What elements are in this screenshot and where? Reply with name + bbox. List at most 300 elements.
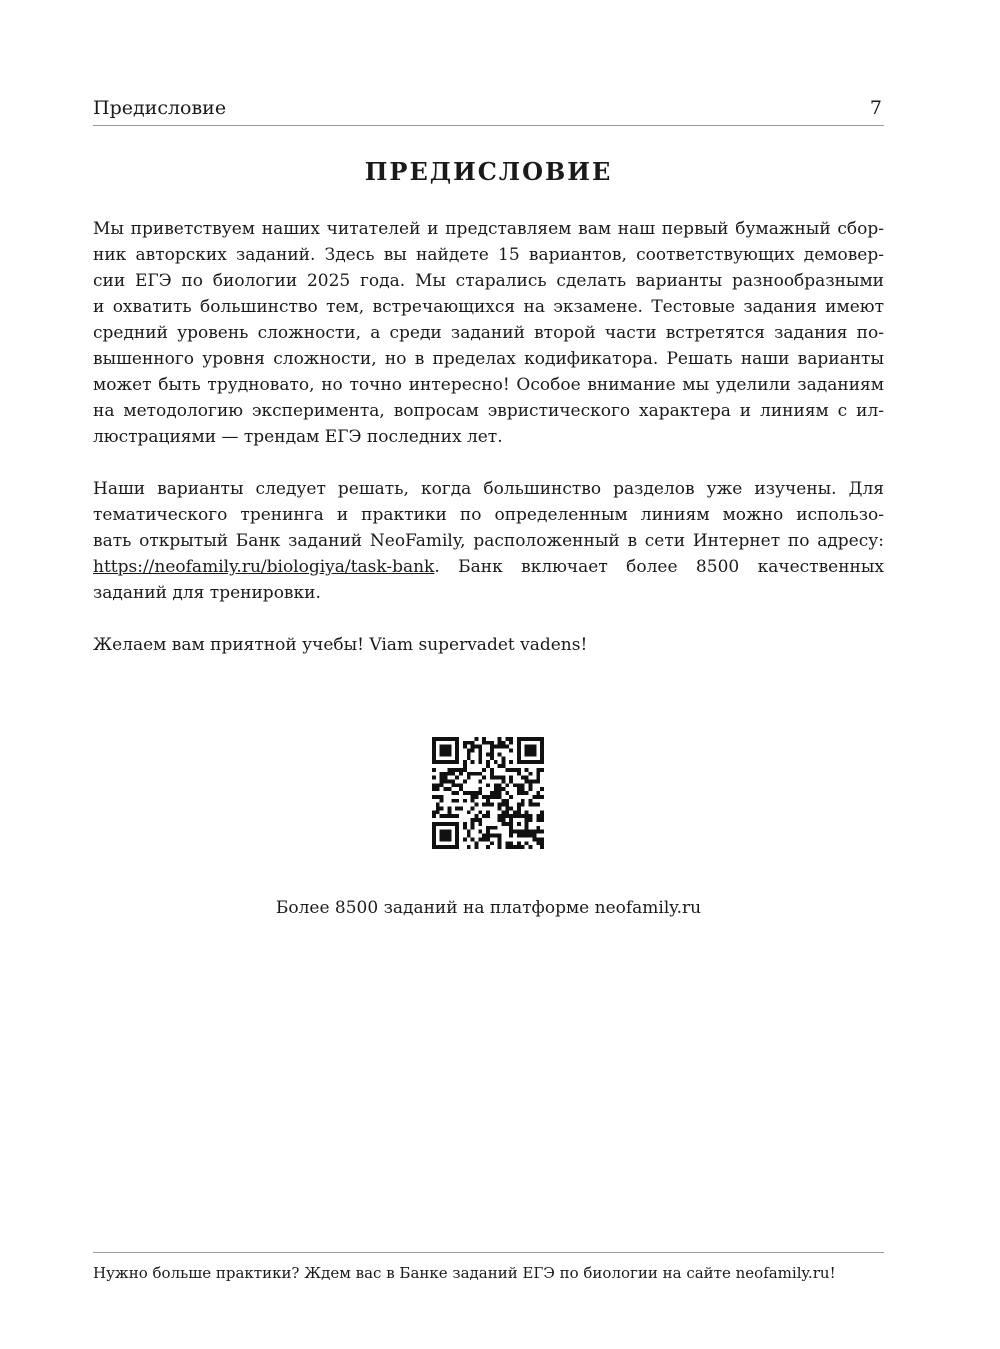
qr-module [459, 768, 463, 772]
qr-module [525, 768, 529, 772]
qr-module [525, 810, 529, 814]
qr-module [502, 756, 506, 760]
qr-module [474, 845, 478, 849]
qr-module [471, 837, 475, 841]
qr-module [532, 830, 536, 834]
qr-module [517, 760, 521, 764]
qr-module [447, 830, 451, 834]
qr-caption: Более 8500 заданий на платформе neofamily.ru [275, 898, 702, 918]
qr-module [436, 807, 440, 811]
paragraph-line: вышенного уровня сложности, но в пределах кодификатора. Решать наши варианты [93, 349, 884, 369]
qr-module [490, 772, 494, 776]
qr-module [478, 772, 482, 776]
qr-module [502, 818, 506, 822]
qr-module [455, 822, 459, 826]
qr-module [517, 822, 521, 826]
qr-module [509, 814, 513, 818]
qr-module [482, 795, 486, 799]
paragraph-line: люстрациями — трендам ЕГЭ последних лет. [93, 427, 503, 447]
qr-module [486, 799, 490, 803]
qr-module [490, 795, 494, 799]
qr-module [502, 799, 506, 803]
qr-module [494, 760, 498, 764]
paragraph-line: средний уровень сложности, а среди заданий второй части встретятся задания по- [93, 323, 884, 343]
qr-module [482, 776, 486, 780]
qr-module [474, 795, 478, 799]
qr-module [494, 826, 498, 830]
qr-module [444, 776, 448, 780]
qr-module [509, 737, 513, 741]
qr-module [529, 803, 533, 807]
qr-module [440, 745, 444, 749]
qr-module [474, 814, 478, 818]
qr-module [505, 822, 509, 826]
qr-module [436, 810, 440, 814]
qr-module [451, 799, 455, 803]
qr-module [459, 787, 463, 791]
qr-module [494, 787, 498, 791]
qr-module [432, 756, 436, 760]
qr-module [540, 768, 544, 772]
qr-module [486, 783, 490, 787]
paragraph-line: заданий для тренировки. [93, 583, 321, 603]
qr-module [521, 760, 525, 764]
qr-module [432, 826, 436, 830]
qr-module [517, 787, 521, 791]
qr-module [521, 737, 525, 741]
qr-module [463, 837, 467, 841]
qr-module [540, 737, 544, 741]
qr-module [540, 845, 544, 849]
qr-module [498, 745, 502, 749]
page-title: ПРЕДИСЛОВИЕ [364, 157, 613, 186]
qr-module [536, 826, 540, 830]
qr-module [505, 841, 509, 845]
qr-module [463, 826, 467, 830]
qr-module [440, 776, 444, 780]
qr-module [505, 768, 509, 772]
running-header-section: Предисловие [93, 97, 227, 119]
qr-module [455, 791, 459, 795]
qr-module [517, 834, 521, 838]
qr-module [455, 749, 459, 753]
qr-module [432, 752, 436, 756]
qr-module [490, 841, 494, 845]
qr-module [471, 749, 475, 753]
qr-module [509, 841, 513, 845]
qr-module [494, 776, 498, 780]
qr-module [498, 803, 502, 807]
qr-module [440, 760, 444, 764]
qr-module [444, 745, 448, 749]
qr-module [478, 756, 482, 760]
qr-module [471, 745, 475, 749]
qr-module [502, 779, 506, 783]
qr-module [502, 741, 506, 745]
qr-module [451, 760, 455, 764]
qr-module [463, 760, 467, 764]
qr-module [432, 749, 436, 753]
qr-module [486, 795, 490, 799]
qr-module [502, 814, 506, 818]
qr-module [509, 830, 513, 834]
qr-module [455, 776, 459, 780]
qr-module [459, 772, 463, 776]
qr-module [471, 822, 475, 826]
qr-module [482, 803, 486, 807]
qr-module [494, 791, 498, 795]
qr-module [517, 737, 521, 741]
qr-module [467, 772, 471, 776]
qr-module [517, 741, 521, 745]
qr-module [447, 760, 451, 764]
qr-module [532, 737, 536, 741]
qr-module [490, 834, 494, 838]
qr-module [444, 814, 448, 818]
qr-module [498, 741, 502, 745]
qr-module [517, 752, 521, 756]
qr-module [509, 779, 513, 783]
qr-module [517, 772, 521, 776]
qr-module [482, 837, 486, 841]
qr-module [509, 807, 513, 811]
qr-module [505, 810, 509, 814]
qr-module [440, 834, 444, 838]
qr-module [455, 799, 459, 803]
paragraph-line: может быть трудновато, но точно интересно! Особое внимание мы уделили заданиям [93, 375, 884, 395]
qr-module [451, 737, 455, 741]
qr-module [482, 834, 486, 838]
qr-module [447, 837, 451, 841]
task-bank-link[interactable]: https://neofamily.ru/biologiya/task-bank [93, 557, 435, 577]
qr-module [486, 741, 490, 745]
qr-module [467, 749, 471, 753]
qr-module [455, 841, 459, 845]
qr-module [436, 822, 440, 826]
qr-module [509, 818, 513, 822]
paragraph-intro [93, 216, 884, 450]
qr-module [455, 830, 459, 834]
qr-module [440, 752, 444, 756]
qr-module [463, 745, 467, 749]
qr-module [509, 826, 513, 830]
qr-module [440, 795, 444, 799]
qr-module [440, 779, 444, 783]
qr-module [455, 756, 459, 760]
qr-module [432, 741, 436, 745]
qr-module [471, 741, 475, 745]
qr-module [474, 772, 478, 776]
qr-module [517, 814, 521, 818]
qr-module [540, 749, 544, 753]
qr-module [478, 830, 482, 834]
qr-module [440, 845, 444, 849]
qr-module [455, 741, 459, 745]
qr-module [498, 791, 502, 795]
qr-module [436, 737, 440, 741]
qr-module [474, 737, 478, 741]
qr-module [474, 818, 478, 822]
qr-module [517, 791, 521, 795]
qr-module [486, 837, 490, 841]
qr-module [536, 776, 540, 780]
paragraph-line: вать открытый Банк заданий NeoFamily, расположенный в сети Интернет по адресу: [93, 531, 884, 551]
qr-module [498, 807, 502, 811]
running-header [93, 95, 884, 126]
qr-module [498, 752, 502, 756]
paragraph-line: Мы приветствуем наших читателей и представляем вам наш первый бумажный сбор- [93, 219, 884, 239]
qr-module [509, 845, 513, 849]
qr-module [494, 834, 498, 838]
qr-module [451, 768, 455, 772]
qr-module [478, 837, 482, 841]
qr-module [447, 768, 451, 772]
qr-module [490, 826, 494, 830]
qr-module [540, 830, 544, 834]
qr-module [517, 768, 521, 772]
qr-module [455, 783, 459, 787]
qr-module [502, 764, 506, 768]
qr-module [459, 783, 463, 787]
qr-module [517, 841, 521, 845]
qr-module [478, 818, 482, 822]
qr-module [455, 737, 459, 741]
qr-module [536, 818, 540, 822]
qr-module [513, 783, 517, 787]
qr-module [494, 745, 498, 749]
paragraph-line: тематического тренинга и практики по определенным линиям можно использо- [93, 505, 884, 525]
qr-module [455, 837, 459, 841]
qr-module [467, 756, 471, 760]
qr-module [474, 803, 478, 807]
qr-module [540, 810, 544, 814]
qr-module [486, 810, 490, 814]
qr-module [536, 768, 540, 772]
qr-module [447, 772, 451, 776]
qr-module [471, 795, 475, 799]
qr-module [440, 807, 444, 811]
qr-module [451, 845, 455, 849]
qr-module [498, 837, 502, 841]
qr-module [540, 837, 544, 841]
qr-module [498, 795, 502, 799]
qr-module [432, 795, 436, 799]
qr-module [525, 752, 529, 756]
qr-module [455, 834, 459, 838]
qr-module [532, 834, 536, 838]
qr-module [521, 787, 525, 791]
qr-module [478, 749, 482, 753]
qr-module [521, 776, 525, 780]
paragraph-line: сии ЕГЭ по биологии 2025 года. Мы старались сделать варианты разнообразными [93, 271, 884, 291]
qr-module [525, 826, 529, 830]
qr-module [517, 749, 521, 753]
qr-module [525, 779, 529, 783]
qr-module [517, 803, 521, 807]
qr-module [463, 768, 467, 772]
qr-module [509, 741, 513, 745]
qr-module [436, 787, 440, 791]
qr-module [463, 822, 467, 826]
qr-module [517, 810, 521, 814]
paragraph-line: ник авторских заданий. Здесь вы найдете 15 вариантов, соответствующих демовер- [93, 245, 884, 265]
qr-module [455, 760, 459, 764]
qr-module [532, 837, 536, 841]
qr-module [521, 845, 525, 849]
qr-module [529, 787, 533, 791]
qr-module [498, 764, 502, 768]
qr-module [467, 791, 471, 795]
qr-module [529, 749, 533, 753]
qr-module [525, 745, 529, 749]
qr-module [486, 845, 490, 849]
qr-module [502, 803, 506, 807]
qr-module [440, 837, 444, 841]
qr-module [467, 845, 471, 849]
qr-module [444, 834, 448, 838]
qr-module [440, 783, 444, 787]
qr-module [432, 834, 436, 838]
qr-module [536, 779, 540, 783]
qr-module [536, 837, 540, 841]
qr-module [444, 845, 448, 849]
qr-module [478, 787, 482, 791]
paragraph-line: и охватить большинство тем, встречающихся на экзамене. Тестовые задания имеют [93, 297, 884, 317]
qr-module [436, 845, 440, 849]
qr-module [471, 818, 475, 822]
qr-module [509, 768, 513, 772]
qr-module [447, 822, 451, 826]
qr-module [432, 783, 436, 787]
paragraph-gap [93, 450, 884, 476]
qr-module [529, 737, 533, 741]
qr-module [482, 814, 486, 818]
qr-module [502, 760, 506, 764]
qr-module [440, 772, 444, 776]
qr-module [478, 745, 482, 749]
qr-module [532, 745, 536, 749]
qr-module [529, 745, 533, 749]
qr-module [532, 803, 536, 807]
qr-module [490, 756, 494, 760]
qr-module [486, 764, 490, 768]
qr-module [486, 834, 490, 838]
qr-module [471, 799, 475, 803]
qr-module [447, 810, 451, 814]
paragraph-line-with-link [93, 554, 884, 580]
qr-module [447, 745, 451, 749]
qr-module [455, 745, 459, 749]
qr-module [447, 752, 451, 756]
qr-module [467, 834, 471, 838]
qr-module [498, 776, 502, 780]
qr-module [432, 810, 436, 814]
qr-module [471, 772, 475, 776]
qr-module [486, 760, 490, 764]
qr-module [502, 776, 506, 780]
qr-module [536, 760, 540, 764]
qr-module [498, 841, 502, 845]
qr-module [447, 807, 451, 811]
paragraph-wishes [93, 632, 884, 658]
qr-module [444, 837, 448, 841]
qr-module [432, 822, 436, 826]
qr-module [525, 737, 529, 741]
qr-module [467, 810, 471, 814]
qr-module [498, 834, 502, 838]
qr-module [455, 768, 459, 772]
qr-module [517, 830, 521, 834]
qr-module [444, 752, 448, 756]
qr-code [432, 737, 544, 849]
qr-module [451, 814, 455, 818]
qr-module [444, 749, 448, 753]
qr-module [517, 807, 521, 811]
qr-module [529, 818, 533, 822]
qr-module [478, 822, 482, 826]
qr-module [521, 799, 525, 803]
qr-module [498, 787, 502, 791]
qr-module [513, 845, 517, 849]
qr-module [490, 741, 494, 745]
qr-module [536, 830, 540, 834]
qr-module [447, 749, 451, 753]
qr-module [432, 830, 436, 834]
qr-module [474, 791, 478, 795]
qr-module [525, 760, 529, 764]
qr-module [436, 795, 440, 799]
qr-module [444, 822, 448, 826]
qr-module [494, 783, 498, 787]
qr-module [467, 776, 471, 780]
qr-module [432, 776, 436, 780]
qr-module [505, 814, 509, 818]
qr-module [463, 799, 467, 803]
qr-module [498, 818, 502, 822]
qr-module [467, 830, 471, 834]
page-number: 7 [869, 97, 882, 119]
qr-module [505, 783, 509, 787]
qr-module [451, 791, 455, 795]
qr-module [505, 791, 509, 795]
qr-module [455, 752, 459, 756]
qr-module [436, 783, 440, 787]
qr-module [447, 845, 451, 849]
qr-module [540, 745, 544, 749]
qr-module [509, 760, 513, 764]
qr-module [505, 845, 509, 849]
qr-module [509, 749, 513, 753]
qr-module [432, 737, 436, 741]
qr-module [521, 830, 525, 834]
footer-divider [93, 1252, 884, 1253]
qr-module [505, 799, 509, 803]
qr-module [536, 841, 540, 845]
qr-module [529, 814, 533, 818]
qr-module [490, 745, 494, 749]
qr-module [505, 737, 509, 741]
qr-module [447, 814, 451, 818]
qr-module [525, 776, 529, 780]
qr-module [447, 787, 451, 791]
qr-module [513, 810, 517, 814]
qr-module [432, 768, 436, 772]
qr-module [490, 768, 494, 772]
qr-module [540, 741, 544, 745]
qr-module [451, 772, 455, 776]
qr-module [540, 756, 544, 760]
qr-module [536, 737, 540, 741]
